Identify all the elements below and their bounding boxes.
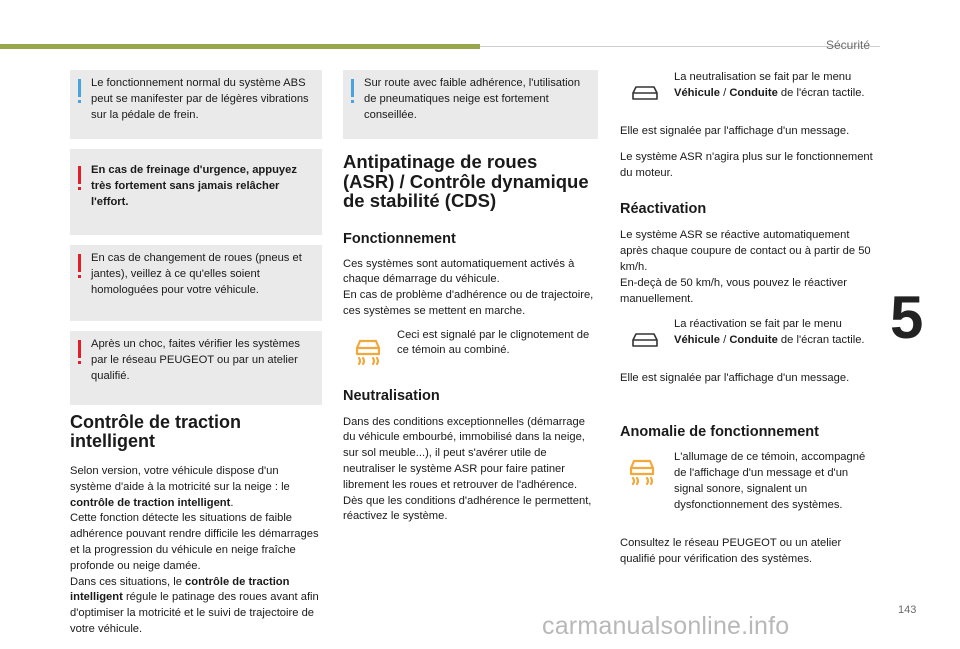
reactivation-menu-row xyxy=(620,317,878,363)
asr-warning-light-icon xyxy=(351,336,385,366)
heading-anomalie: Anomalie de fonctionnement xyxy=(620,424,819,441)
anomalie-consult: Consultez le réseau PEUGEOT ou un atelier qualifié pour vérification des systèmes. xyxy=(620,537,842,565)
neutralisation-signal: Elle est signalée par l'affichage d'un message. xyxy=(620,125,850,137)
chapter-number: 5 xyxy=(890,284,924,351)
neutralisation-para-2: Dès que les conditions d'adhérence le permettent, réactivez le système. xyxy=(343,494,592,523)
warning-icon xyxy=(78,166,81,184)
heading-asr-cds: Antipatinage de roues (ASR) / Contrôle dynamique de stabilité (CDS) xyxy=(343,151,589,211)
warning-box-emergency xyxy=(70,149,322,235)
info-tyres-text: Sur route avec faible adhérence, l'utilisation de pneumatiques neige est fortement conseillée. xyxy=(364,77,581,121)
warning-box-tyres xyxy=(70,245,322,321)
warning-box-shock xyxy=(70,331,322,405)
reactivation-para: Le système ASR se réactive automatiquement après chaque coupure de contact ou à partir de 50 km/h. xyxy=(620,229,871,273)
heading-fonctionnement: Fonctionnement xyxy=(343,230,456,247)
fonctionnement-icon-row xyxy=(343,328,598,376)
reactivation-para-2: En-deçà de 50 km/h, vous pouvez le réactiver manuellement. xyxy=(620,276,847,305)
warning-shock-text: Après un choc, faites vérifier les systèmes par le réseau PEUGEOT ou par un atelier qualifié. xyxy=(91,338,300,382)
warning-emergency-text: En cas de freinage d'urgence, appuyez très fortement sans jamais relâcher l'effort. xyxy=(91,164,297,208)
fonctionnement-para: Ces systèmes sont automatiquement activés à chaque démarrage du véhicule. xyxy=(343,257,575,286)
fonctionnement-icon-text: Ceci est signalé par le clignotement de ce témoin au combiné. xyxy=(397,328,590,357)
controle-para-3: Dans ces situations, le contrôle de traction intelligent régule le patinage des roues avant afin d'optimiser la motricité et le suivi de trajectoire de votre véhicule. xyxy=(70,575,319,635)
info-box-abs xyxy=(70,70,322,139)
header-accent-bar xyxy=(0,44,480,49)
reactivation-menu-text: La réactivation se fait par le menu Véhicule / Conduite de l'écran tactile. xyxy=(674,318,865,347)
asr-no-engine: Le système ASR n'agira plus sur le fonctionnement du moteur. xyxy=(620,150,873,179)
controle-para-1: Selon version, votre véhicule dispose d'un système d'aide à la motricité sur la neige : le contrôle de traction intelligent. xyxy=(70,465,290,509)
controle-para-2: Cette fonction détecte les situations de faible adhérence pouvant rendre difficile les démarrages et la progression du véhicule en neige fraîche profonde ou neige damée. xyxy=(70,512,319,572)
info-box-snow-tyres xyxy=(343,70,598,139)
asr-warning-light-icon xyxy=(625,456,659,486)
car-menu-icon xyxy=(630,331,660,349)
heading-controle-traction: Contrôle de traction intelligent xyxy=(70,412,242,451)
section-title: Sécurité xyxy=(826,38,871,52)
heading-reactivation: Réactivation xyxy=(620,201,707,218)
warning-tyres-text: En cas de changement de roues (pneus et jantes), veillez à ce qu'elles soient homologuées pour votre véhicule. xyxy=(91,252,302,296)
column-right xyxy=(620,70,878,568)
info-icon xyxy=(351,79,354,97)
anomalie-icon-row xyxy=(620,450,878,530)
info-icon xyxy=(78,79,81,97)
info-abs-text: Le fonctionnement normal du système ABS peut se manifester par de légères vibrations sur la pédale de frein. xyxy=(91,77,309,121)
header-rule xyxy=(480,46,880,47)
neutralisation-menu-text: La neutralisation se fait par le menu Véhicule / Conduite de l'écran tactile. xyxy=(674,71,865,99)
page-number: 143 xyxy=(898,604,917,616)
heading-neutralisation: Neutralisation xyxy=(343,387,440,404)
column-middle xyxy=(343,70,598,525)
watermark-text: carmanualsonline.info xyxy=(542,612,790,640)
column-left xyxy=(70,70,322,638)
reactivation-signal: Elle est signalée par l'affichage d'un message. xyxy=(620,372,850,385)
neutralisation-menu-row xyxy=(620,70,878,116)
fonctionnement-para-2: En cas de problème d'adhérence ou de trajectoire, ces systèmes se mettent en marche. xyxy=(343,289,594,317)
car-menu-icon xyxy=(630,84,660,102)
warning-icon xyxy=(78,254,81,272)
warning-icon xyxy=(78,340,81,358)
neutralisation-para: Dans des conditions exceptionnelles (démarrage du véhicule embourbé, immobilisé dans la neige, sur sol meuble...), il peut s'avérer utile de neutraliser le système ASR pour faire patiner librement les roues et retrouver de l'adhérence. xyxy=(343,415,585,491)
anomalie-icon-text: L'allumage de ce témoin, accompagné de l'affichage d'un message et d'un signal sonore, signalent un dysfonctionnement des systèmes. xyxy=(674,451,866,511)
